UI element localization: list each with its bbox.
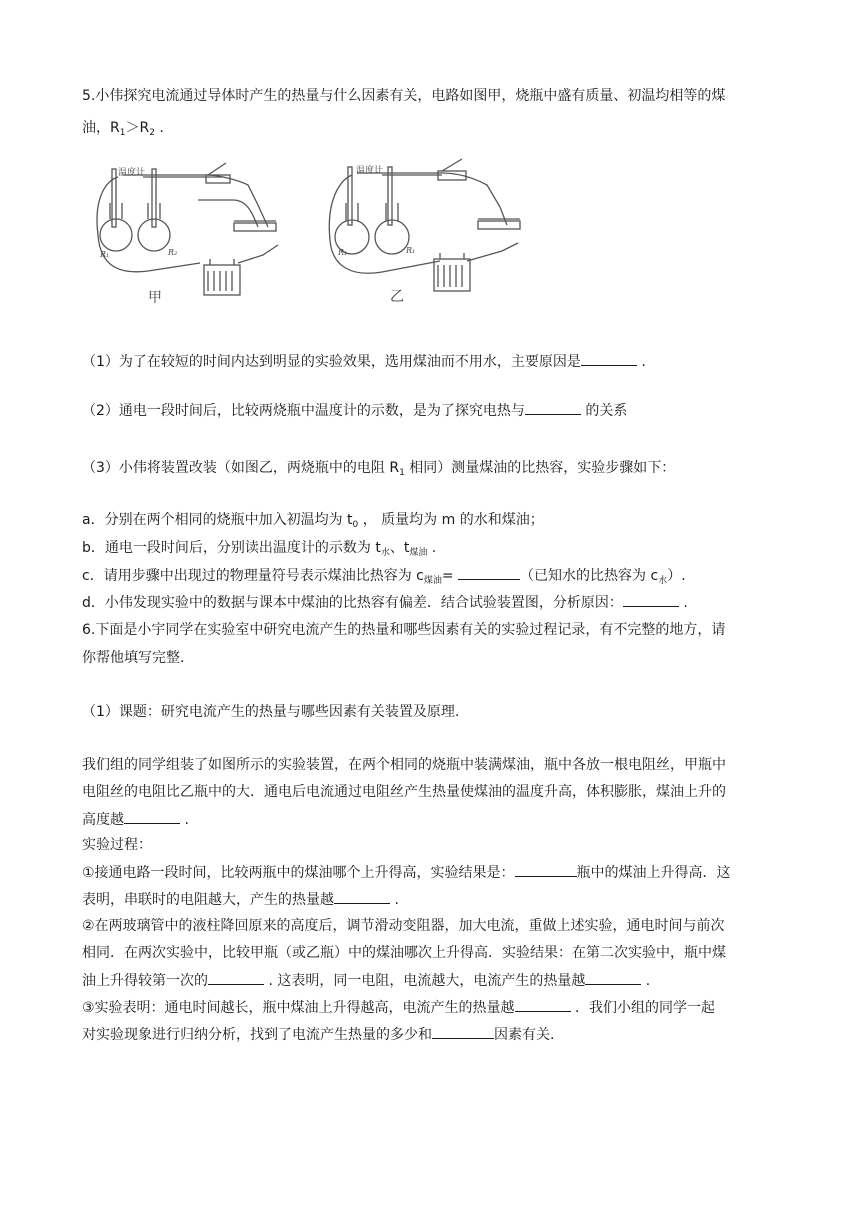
answer-blank[interactable] [458, 565, 520, 580]
figure-label-a: 甲 [148, 290, 162, 306]
answer-blank[interactable] [581, 351, 637, 366]
figure-label-b: 乙 [390, 289, 404, 305]
q6-body-line2: 电阻丝的电阻比乙瓶中的大．通电后电流通过电阻丝产生热量使煤油的温度升高，体积膨胀，煤油上升的 [82, 784, 726, 800]
r1-label-b2: R₁ [406, 246, 416, 255]
r1-label-a: R₁ [100, 250, 110, 259]
q6-intro-line1: 6.下面是小宇同学在实验室中研究电流产生的热量和哪些因素有关的实验过程记录，有不完整的地方，请 [82, 622, 726, 638]
thermometer-label-a: 温度计 [118, 168, 146, 178]
q5-step-c: c．请用步骤中出现过的物理量符号表示煤油比热容为 $c_{煤油}=$ （已知水的比热容为 $c_水$）. [82, 565, 686, 588]
q5-step-a: a．分别在两个相同的烧瓶中加入初温均为 $t_0$ ， 质量均为 m 的水和煤油； [82, 512, 544, 530]
q5-step-b: b．通电一段时间后，分别读出温度计的示数为 $t_水$、$t_{煤油}$ . [82, 540, 437, 558]
q6-step1-line2: 表明，串联时的电阻越大，产生的热量越 . [82, 889, 399, 910]
answer-blank[interactable] [124, 809, 180, 824]
q6-step2-line1: ②在两玻璃管中的液柱降回原来的高度后，调节滑动变阻器，加大电流，重做上述实验，通电时间与前次 [82, 918, 725, 934]
answer-blank[interactable] [623, 592, 679, 607]
q6-step3-line2: 对实验现象进行归纳分析，找到了电流产生热量的多少和 因素有关. [82, 1024, 554, 1045]
circuit-figure-b [322, 155, 527, 310]
answer-blank[interactable] [525, 400, 581, 415]
circuit-figure-a [88, 155, 288, 310]
q6-step2-line2: 相同．在两次实验中，比较甲瓶（或乙瓶）中的煤油哪次上升得高．实验结果：在第二次实验中，瓶中煤 [82, 945, 726, 961]
answer-blank[interactable] [334, 889, 390, 904]
answer-blank[interactable] [432, 1024, 494, 1039]
q6-part1: （1）课题：研究电流产生的热量与哪些因素有关装置及原理. [82, 704, 460, 720]
q6-step2-line3: 油上升得较第一次的 . 这表明，同一电阻，电流越大，电流产生的热量越 . [82, 970, 650, 991]
q6-step1-line1: ①接通电路一段时间，比较两瓶中的煤油哪个上升得高，实验结果是： 瓶中的煤油上升得高．这 [82, 862, 731, 883]
q6-body-line1: 我们组的同学组装了如图所示的实验装置，在两个相同的烧瓶中装满煤油，瓶中各放一根电阻丝，甲瓶中 [82, 757, 726, 773]
q5-part3: （3）小伟将装置改装（如图乙，两烧瓶中的电阻 $R_1$ 相同）测量煤油的比热容，实验步骤如下： [82, 460, 676, 478]
q5-part1: （1）为了在较短的时间内达到明显的实验效果，选用煤油而不用水，主要原因是 . [82, 351, 646, 372]
q5-part2: （2）通电一段时间后，比较两烧瓶中温度计的示数，是为了探究电热与 的关系 [82, 400, 627, 421]
answer-blank[interactable] [515, 862, 577, 877]
q6-body-line3: 高度越 . [82, 809, 189, 830]
answer-blank[interactable] [585, 970, 641, 985]
answer-blank[interactable] [515, 997, 571, 1012]
r1-label-b: R₁ [338, 248, 348, 257]
q5-intro-line2: 油，$R_1>R_2$ . [82, 120, 164, 138]
q6-intro-line2: 你帮他填写完整. [82, 650, 185, 666]
q6-process-heading: 实验过程： [82, 837, 152, 853]
q5-step-d: d．小伟发现实验中的数据与课本中煤油的比热容有偏差．结合试验装置图，分析原因： . [82, 592, 688, 613]
answer-blank[interactable] [208, 970, 264, 985]
q5-intro-line1: 5.小伟探究电流通过导体时产生的热量与什么因素有关，电路如图甲，烧瓶中盛有质量、初温均相等的煤 [82, 88, 726, 104]
q6-step3-line1: ③实验表明：通电时间越长，瓶中煤油上升得越高，电流产生的热量越 ．我们小组的同学一起 [82, 997, 715, 1018]
r2-label-a: R₂ [168, 248, 178, 257]
thermometer-label-b: 温度计 [356, 166, 384, 176]
